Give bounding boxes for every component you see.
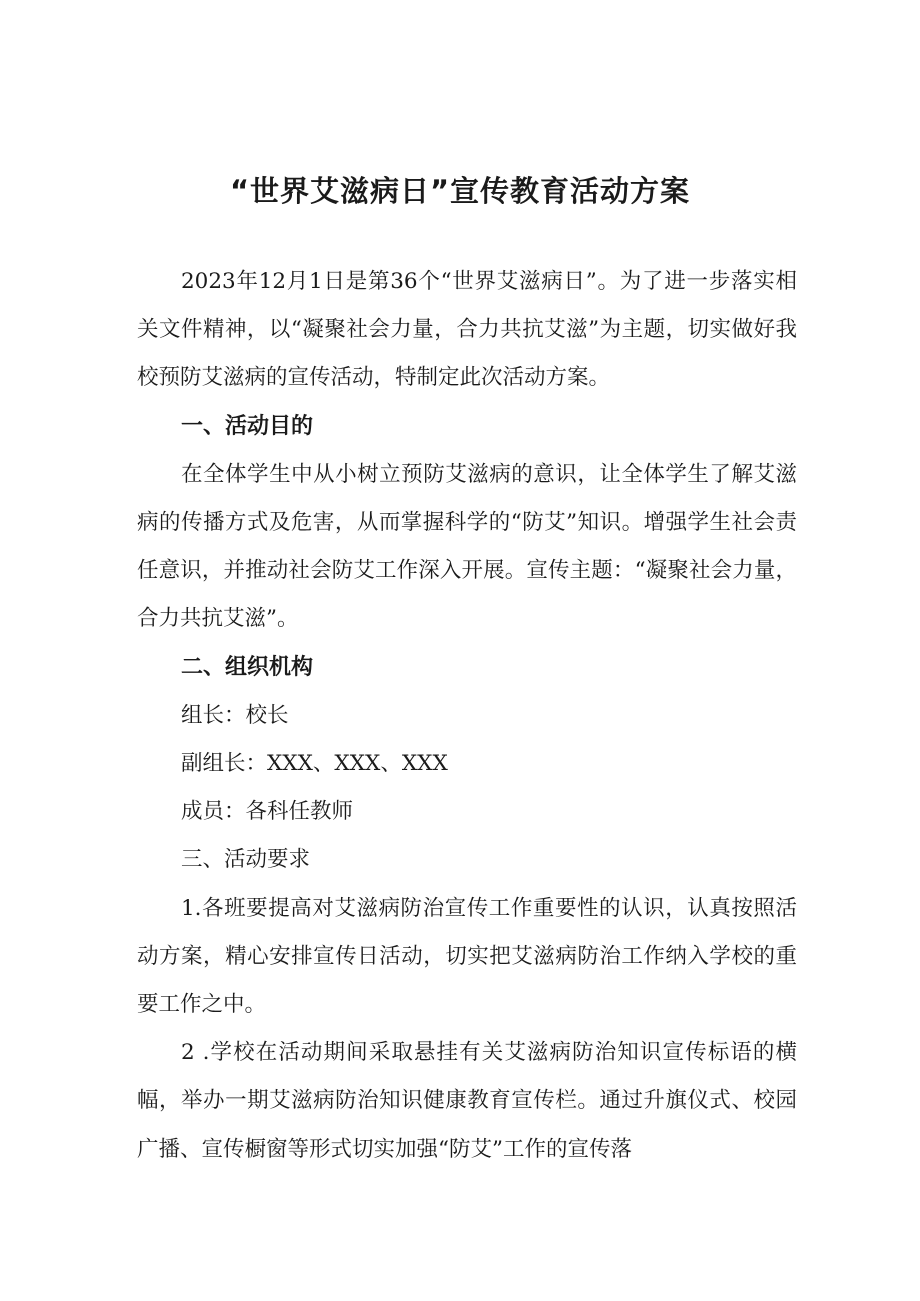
document-body [137,258,797,1174]
org-leader: 组长：校长 [181,702,289,728]
section-heading-organization: 二、组织机构 [181,654,314,680]
requirement-item-2: 2 .学校在活动期间采取悬挂有关艾滋病防治知识宣传标语的横幅，举办一期艾滋病防治知识健康教育宣传栏。通过升旗仪式、校园广播、宣传橱窗等形式切实加强“防艾”工作的宣传落 [137,1040,797,1162]
intro-paragraph: 2023年12月1日是第36个“世界艾滋病日”。为了进一步落实相关文件精神，以“凝聚社会力量，合力共抗艾滋”为主题，切实做好我校预防艾滋病的宣传活动，特制定此次活动方案。 [137,269,797,391]
org-members: 成员：各科任教师 [181,799,354,825]
section-heading-requirements: 三、活动要求 [181,847,311,873]
section-heading-purpose: 一、活动目的 [181,413,314,439]
requirement-item-1: 1.各班要提高对艾滋病防治宣传工作重要性的认识，认真按照活动方案，精心安排宣传日活动，切实把艾滋病防治工作纳入学校的重要工作之中。 [137,895,797,1018]
purpose-paragraph: 在全体学生中从小树立预防艾滋病的意识，让全体学生了解艾滋病的传播方式及危害，从而掌握科学的“防艾”知识。增强学生社会责任意识，并推动社会防艾工作深入开展。宣传主题：“凝聚社会力量，合力共抗艾滋”。 [137,461,797,632]
org-deputy: 副组长：XXX、XXX、XXX [181,751,448,777]
document-title: “世界艾滋病日”宣传教育活动方案 [229,174,691,208]
